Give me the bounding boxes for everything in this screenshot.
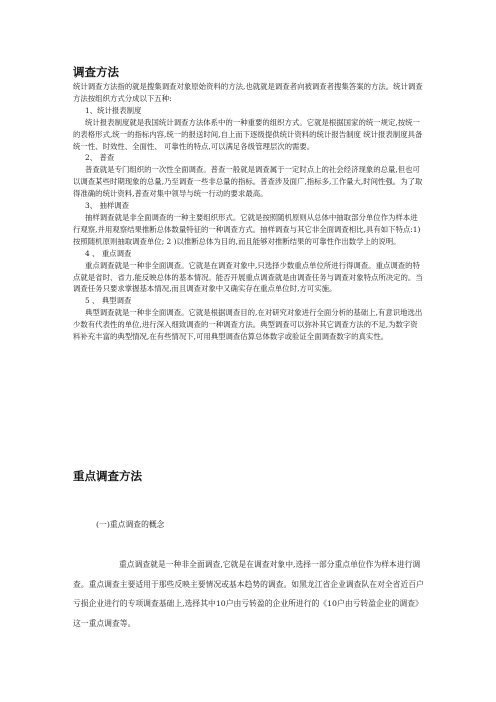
item-body-sampling: 抽样调查就是非全面调查的一种主要组织形式。它就是按照随机原则从总体中抽取部分单位作为样本进行观察,并用观察结果推断总体数量特征的一种调查方式。抽样调查与其它非全面调查相比,具有如下特点:1)按照随机原则抽取调查单位; 2 )以推断总体为目的,而且能够对推断结果的可靠性作出数学上的说明。 [73,212,421,246]
item-heading-key-point: 4 、 重点调查 [85,248,132,258]
concept-paragraph-wrapper [73,555,425,633]
concept-paragraph: 重点调查就是一种非全面调查,它就是在调查对象中,选择一部分重点单位作为样本进行调查。重点调查主要适用于那些反映主要情况或基本趋势的调查。如黑龙江省企业调查队在对全省近百户亏损企业进行的专项调查基础上,选择其中10户由亏转盈的企业所进行的《10户由亏转盈企业的调查》这一重点调查等。 [73,560,424,628]
item-body-census: 普查就是专门组织的一次性全面调查。普查一般就是调查属于一定时点上的社会经济现象的总量,但也可以调查某些时期现象的总量,乃至调查一些非总量的指标。普查涉及面广,指标多,工作量大,时间性强。为了取得准确的统计资料,普查对集中领导与统一行动的要求最高。 [73,165,423,199]
item-heading-sampling: 3、 抽样调查 [85,201,130,211]
item-body-key-point: 重点调查就是一种非全面调查。它就是在调查对象中,只选择少数重点单位所进行得调查。重点调查的特点就是省时、省力,能反映总体的基本情况。能否开展重点调查就是由调查任务与调查对象特点所决定的。当调查任务只要求掌握基本情况,而且调查对象中又确实存在重点单位时,方可实施。 [73,260,423,294]
item-heading-census: 2、 普查 [85,153,115,163]
concept-heading: (一)重点调查的概念 [96,520,165,529]
section-title-survey-methods: 调查方法 [73,65,119,79]
item-heading-statistical-reports: 1、统计报表制度 [85,105,142,115]
item-body-typical: 典型调查就是一种非全面调查。它就是根据调查目的,在对研究对象进行全面分析的基础上,有意识地选出少数有代表性的单位,进行深入细致调查的一种调查方法。典型调查可以弥补其它调查方法的不足,为数字资料补充丰富的典型情况,在有些情况下,可用典型调查估算总体数字或验证全面调查数字的真实性。 [73,308,423,342]
item-heading-typical: 5 、 典型调查 [85,296,132,306]
survey-methods-body [73,81,423,343]
intro-paragraph: 统计调查方法指的就是搜集调查对象原始资料的方法,也就就是调查者向被调查者搜集答案的方法。统计调查方法按组织方式分成以下五种: [73,82,423,103]
section-title-key-point-methods: 重点调查方法 [73,469,142,483]
item-body-statistical-reports: 统计报表制度就是我国统计调查方法体系中的一种重要的组织方式。它就是根据国家的统一规定,按统一的表格形式,统一的指标内容,统一的报送时间,自上而下逐级提供统计资料的统计报告制度 统计报表制度具备统一性、时效性、全面性、 可靠性的特点,可以满足各级管理层次的需要。 [73,117,423,151]
